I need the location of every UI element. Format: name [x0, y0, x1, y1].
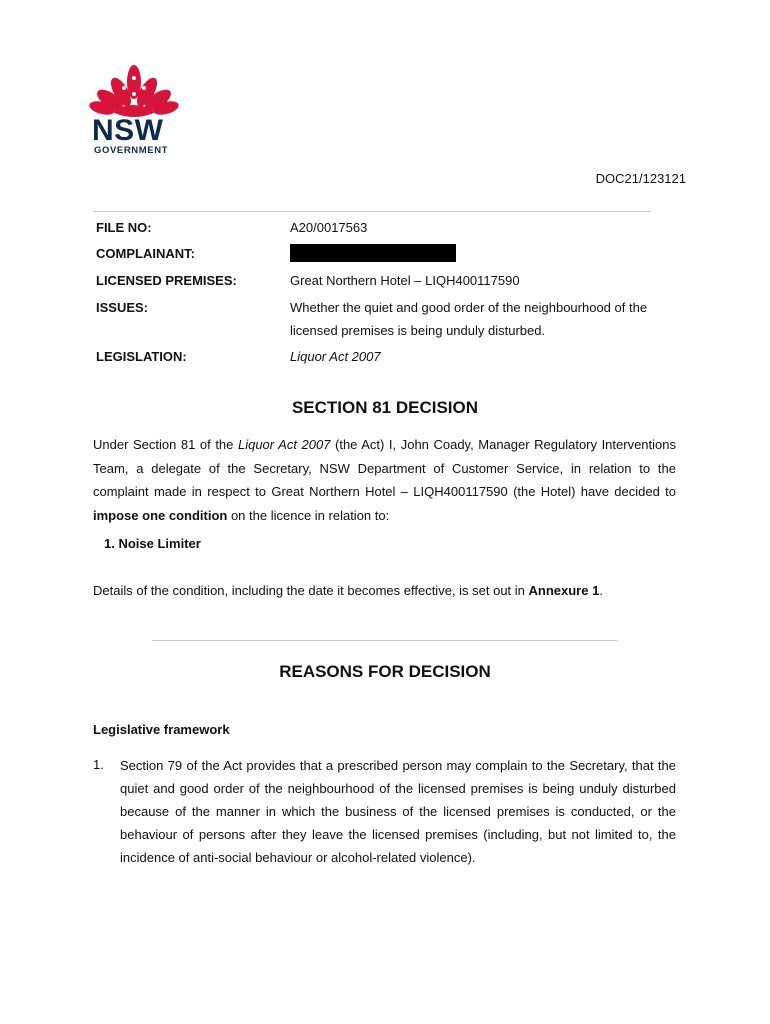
section-81-heading: SECTION 81 DECISION [291, 398, 479, 417]
legislation-label: LEGISLATION: [96, 349, 187, 364]
issues-value: Whether the quiet and good order of the neighbourhood of the licensed premises is being unduly disturbed. [290, 300, 648, 338]
logo-government-text: GOVERNMENT [94, 145, 169, 156]
legislative-framework-heading: Legislative framework [93, 722, 230, 737]
complainant-redaction [290, 244, 456, 262]
licensed-premises-label: LICENSED PREMISES: [96, 273, 237, 288]
paragraph-number-1: 1. [93, 757, 104, 772]
complainant-label: COMPLAINANT: [96, 246, 195, 261]
issues-label: ISSUES: [96, 300, 149, 315]
file-no-label: FILE NO: [96, 220, 152, 235]
act-name: Liquor Act 2007 [237, 437, 331, 452]
condition-details-paragraph: Details of the condition, including the date it becomes effective, is set out in Annexure 1. [93, 583, 603, 598]
nsw-government-logo [74, 52, 194, 162]
section-81-paragraph: Under Section 81 of the Liquor Act 2007 (the Act) I, John Coady, Manager Regulatory Interventions Team, a delegate of the Secretary, NSW Department of Customer Service, in relation to the complaint made in respect to Great Northern Hotel – LIQH400117590 (the Hotel) have decided to impose one condition on the licence in relation to: [93, 437, 676, 523]
waratah-icon [74, 52, 194, 122]
logo-nsw-text: NSW [92, 114, 164, 147]
file-no-value: A20/0017563 [290, 220, 368, 235]
document-reference: DOC21/123121 [595, 171, 686, 186]
licensed-premises-value: Great Northern Hotel – LIQH400117590 [290, 273, 520, 288]
annexure-reference: Annexure 1 [528, 583, 600, 598]
decision-emphasis: impose one condition [93, 507, 228, 523]
divider-middle [152, 640, 617, 641]
divider-top [93, 211, 651, 212]
paragraph-1-text: Section 79 of the Act provides that a prescribed person may complain to the Secretary, that the quiet and good order of the neighbourhood of the licensed premises is being unduly disturbed because of the manner in which the business of the licensed premises is conducted, or the behaviour of persons after they leave the licensed premises (including, but not limited to, the incidence of anti-social behaviour or alcohol-related violence). [120, 758, 676, 865]
reasons-heading: REASONS FOR DECISION [279, 662, 491, 681]
condition-item-1: 1. Noise Limiter [104, 536, 201, 551]
legislation-value: Liquor Act 2007 [290, 349, 381, 364]
